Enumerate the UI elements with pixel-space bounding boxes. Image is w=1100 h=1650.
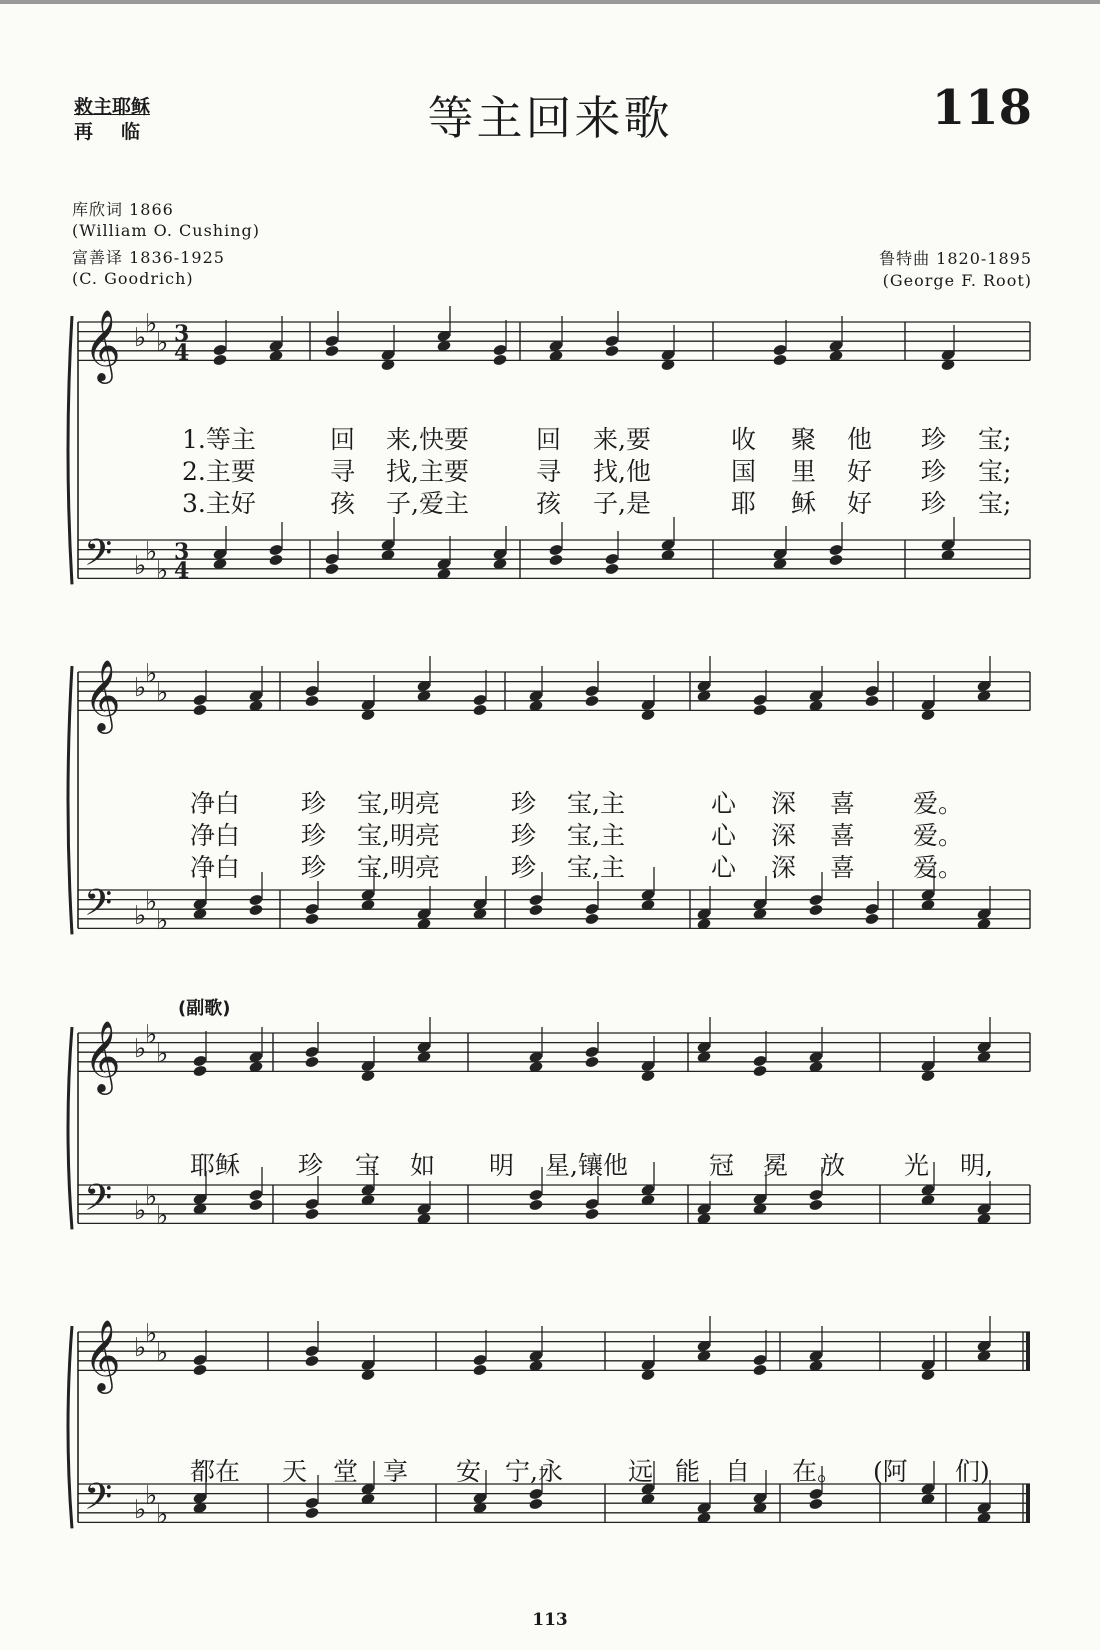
time-signature-bottom: 4 xyxy=(174,558,190,584)
lyricist-name-en: (William O. Cushing) xyxy=(72,221,260,240)
refrain-label: (副歌) xyxy=(178,998,231,1019)
treble-note-head xyxy=(772,353,787,366)
lyric-syllable: 冠 xyxy=(709,1151,735,1180)
flat-sign-icon: ♭ xyxy=(145,887,158,917)
flat-sign-icon: ♭ xyxy=(156,328,169,358)
bass-note-head xyxy=(808,903,823,916)
bass-note-head xyxy=(584,1207,599,1220)
flat-sign-icon: ♭ xyxy=(156,1500,169,1530)
lyric-syllable: 们) xyxy=(955,1457,990,1486)
lyric-syllable: 来,快要 xyxy=(386,425,469,454)
flat-sign-icon: ♭ xyxy=(134,1333,147,1363)
treble-note-head xyxy=(192,1064,207,1077)
flat-sign-icon: ♭ xyxy=(134,323,147,353)
bass-note-head xyxy=(304,1506,319,1519)
lyric-syllable: 宝,主 xyxy=(567,853,625,882)
lyric-syllable: 如 xyxy=(410,1151,436,1180)
lyric-syllable: 明 xyxy=(489,1151,515,1180)
lyric-syllable: 孩 xyxy=(536,489,562,518)
flat-sign-icon: ♭ xyxy=(134,673,147,703)
time-signature-bottom: 4 xyxy=(174,340,190,366)
bass-clef-icon: 𝄢 xyxy=(84,882,113,933)
lyric-syllable: 爱。 xyxy=(913,821,964,850)
treble-note-head xyxy=(192,1363,207,1376)
lyric-syllable: 宝; xyxy=(978,425,1012,454)
lyric-syllable: 光 xyxy=(904,1151,930,1180)
composer-name-en: (George F. Root) xyxy=(882,271,1032,290)
bass-note-head xyxy=(828,553,843,566)
lyric-syllable: (阿 xyxy=(873,1457,908,1486)
treble-note-head xyxy=(584,694,599,707)
treble-clef-icon: 𝄞 xyxy=(84,1019,121,1092)
lyric-syllable: 喜 xyxy=(830,821,856,850)
lyric-syllable: 珍 xyxy=(921,425,947,454)
bass-note-head xyxy=(324,562,339,575)
lyric-syllable: 爱。 xyxy=(913,853,964,882)
flat-sign-icon: ♭ xyxy=(145,659,158,689)
bass-note-head xyxy=(864,912,879,925)
treble-note-head xyxy=(212,353,227,366)
lyric-syllable: 珍 xyxy=(921,489,947,518)
treble-note-head xyxy=(752,703,767,716)
treble-note-head xyxy=(472,1363,487,1376)
lyric-syllable: 都在 xyxy=(190,1457,241,1486)
flat-sign-icon: ♭ xyxy=(145,1319,158,1349)
lyric-syllable: 子,是 xyxy=(593,489,651,518)
bass-note-head xyxy=(304,1207,319,1220)
lyric-syllable: 3.主好 xyxy=(182,489,256,518)
flat-sign-icon: ♭ xyxy=(156,1201,169,1231)
lyric-syllable: 宁,永 xyxy=(505,1457,563,1486)
lyric-syllable: 净白 xyxy=(190,853,241,882)
lyric-syllable: 里 xyxy=(791,457,817,486)
treble-note-head xyxy=(492,353,507,366)
flat-sign-icon: ♭ xyxy=(134,551,147,581)
bass-note-head xyxy=(528,903,543,916)
bass-note-head xyxy=(604,562,619,575)
treble-note-head xyxy=(584,1055,599,1068)
lyric-syllable: 深 xyxy=(771,789,797,818)
lyric-syllable: 堂 xyxy=(333,1457,359,1486)
bass-note-head xyxy=(304,912,319,925)
treble-note-head xyxy=(752,1363,767,1376)
page-number: 113 xyxy=(532,1610,568,1630)
lyric-syllable: 1.等主 xyxy=(182,425,256,454)
lyric-syllable: 耶 xyxy=(731,489,757,518)
lyric-syllable: 珍 xyxy=(511,789,537,818)
flat-sign-icon: ♭ xyxy=(145,1481,158,1511)
lyric-syllable: 宝; xyxy=(978,489,1012,518)
lyric-syllable: 净白 xyxy=(190,821,241,850)
flat-sign-icon: ♭ xyxy=(145,1182,158,1212)
bass-note-head xyxy=(528,1497,543,1510)
composer-credit: 鲁特曲 1820-1895 xyxy=(879,249,1032,268)
lyric-syllable: 深 xyxy=(771,821,797,850)
treble-note-head xyxy=(304,1354,319,1367)
lyric-syllable: 好 xyxy=(847,489,873,518)
treble-note-head xyxy=(304,694,319,707)
lyric-syllable: 寻 xyxy=(536,457,562,486)
treble-clef-icon: 𝄞 xyxy=(84,1318,121,1391)
lyric-syllable: 深 xyxy=(771,853,797,882)
flat-sign-icon: ♭ xyxy=(134,1196,147,1226)
lyric-syllable: 宝,明亮 xyxy=(357,789,440,818)
lyric-syllable: 自 xyxy=(725,1457,751,1486)
treble-note-head xyxy=(304,1055,319,1068)
lyric-syllable: 珍 xyxy=(298,1151,324,1180)
flat-sign-icon: ♭ xyxy=(156,678,169,708)
lyric-syllable: 珍 xyxy=(511,821,537,850)
treble-note-head xyxy=(192,703,207,716)
lyricist-credit: 库欣词 1866 xyxy=(72,200,174,219)
treble-note-head xyxy=(472,703,487,716)
treble-note-head xyxy=(324,344,339,357)
flat-sign-icon: ♭ xyxy=(156,906,169,936)
translator-credit: 富善译 1836-1925 xyxy=(72,248,225,267)
lyric-syllable: 宝,明亮 xyxy=(357,821,440,850)
lyric-syllable: 在。 xyxy=(792,1457,843,1486)
flat-sign-icon: ♭ xyxy=(145,1020,158,1050)
lyric-syllable: 珍 xyxy=(301,853,327,882)
flat-sign-icon: ♭ xyxy=(134,1034,147,1064)
lyric-syllable: 冕 xyxy=(763,1151,789,1180)
lyric-syllable: 耶稣 xyxy=(190,1151,241,1180)
category-sublabel: 再临 xyxy=(74,121,169,143)
bass-note-head xyxy=(548,553,563,566)
bass-note-head xyxy=(808,1497,823,1510)
lyric-syllable: 喜 xyxy=(830,853,856,882)
lyric-syllable: 能 xyxy=(675,1457,701,1486)
bass-clef-icon: 𝄢 xyxy=(84,1177,113,1228)
translator-name-en: (C. Goodrich) xyxy=(72,269,194,288)
category-label: 救主耶稣 xyxy=(74,96,151,118)
flat-sign-icon: ♭ xyxy=(145,309,158,339)
time-signature-top: 3 xyxy=(174,539,190,565)
lyric-syllable: 好 xyxy=(847,457,873,486)
lyric-syllable: 爱。 xyxy=(913,789,964,818)
lyric-syllable: 寻 xyxy=(330,457,356,486)
lyric-syllable: 孩 xyxy=(330,489,356,518)
lyric-syllable: 聚 xyxy=(791,425,817,454)
hymn-title: 等主回来歌 xyxy=(427,91,673,145)
flat-sign-icon: ♭ xyxy=(156,1338,169,1368)
treble-clef-icon: 𝄞 xyxy=(84,308,121,381)
lyric-syllable: 稣 xyxy=(791,489,817,518)
lyric-syllable: 收 xyxy=(731,425,757,454)
lyric-syllable: 享 xyxy=(383,1457,409,1486)
lyric-syllable: 珍 xyxy=(921,457,947,486)
flat-sign-icon: ♭ xyxy=(134,1495,147,1525)
lyric-syllable: 子,爱主 xyxy=(386,489,469,518)
flat-sign-icon: ♭ xyxy=(145,537,158,567)
lyric-syllable: 宝,主 xyxy=(567,821,625,850)
bass-note-head xyxy=(268,553,283,566)
bass-note-head xyxy=(248,1198,263,1211)
lyric-syllable: 回 xyxy=(536,425,562,454)
lyric-syllable: 国 xyxy=(731,457,757,486)
lyric-syllable: 珍 xyxy=(511,853,537,882)
lyric-syllable: 心 xyxy=(711,821,737,850)
lyric-syllable: 珍 xyxy=(301,821,327,850)
lyric-syllable: 来,要 xyxy=(593,425,651,454)
lyric-syllable: 远 xyxy=(628,1457,654,1486)
bass-clef-icon: 𝄢 xyxy=(84,532,113,583)
treble-note-head xyxy=(604,344,619,357)
lyric-syllable: 他 xyxy=(847,425,873,454)
system-brace xyxy=(68,316,72,584)
bass-note-head xyxy=(528,1198,543,1211)
bass-note-head xyxy=(808,1198,823,1211)
treble-clef-icon: 𝄞 xyxy=(84,658,121,731)
treble-note-head xyxy=(752,1064,767,1077)
flat-sign-icon: ♭ xyxy=(156,1039,169,1069)
lyric-syllable: 星,镶他 xyxy=(545,1151,628,1180)
lyric-syllable: 安 xyxy=(456,1457,482,1486)
lyric-syllable: 宝; xyxy=(978,457,1012,486)
lyric-syllable: 心 xyxy=(711,789,737,818)
system-brace xyxy=(68,1027,72,1229)
lyric-syllable: 明, xyxy=(960,1151,993,1180)
system-brace xyxy=(68,1326,72,1528)
lyric-syllable: 天 xyxy=(282,1457,308,1486)
lyric-syllable: 回 xyxy=(330,425,356,454)
hymn-number: 118 xyxy=(931,80,1032,136)
lyric-syllable: 珍 xyxy=(301,789,327,818)
flat-sign-icon: ♭ xyxy=(134,901,147,931)
lyric-syllable: 2.主要 xyxy=(182,457,256,486)
flat-sign-icon: ♭ xyxy=(156,556,169,586)
bass-note-head xyxy=(248,903,263,916)
lyric-syllable: 找,主要 xyxy=(386,457,469,486)
bass-clef-icon: 𝄢 xyxy=(84,1476,113,1527)
treble-note-head xyxy=(864,694,879,707)
lyric-syllable: 心 xyxy=(711,853,737,882)
lyric-syllable: 喜 xyxy=(830,789,856,818)
bass-note-head xyxy=(584,912,599,925)
lyric-syllable: 宝 xyxy=(355,1151,381,1180)
lyric-syllable: 放 xyxy=(820,1151,846,1180)
lyric-syllable: 宝,明亮 xyxy=(357,853,440,882)
lyric-syllable: 找,他 xyxy=(593,457,651,486)
lyric-syllable: 净白 xyxy=(190,789,241,818)
lyric-syllable: 宝,主 xyxy=(567,789,625,818)
system-brace xyxy=(68,666,72,934)
time-signature-top: 3 xyxy=(174,321,190,347)
